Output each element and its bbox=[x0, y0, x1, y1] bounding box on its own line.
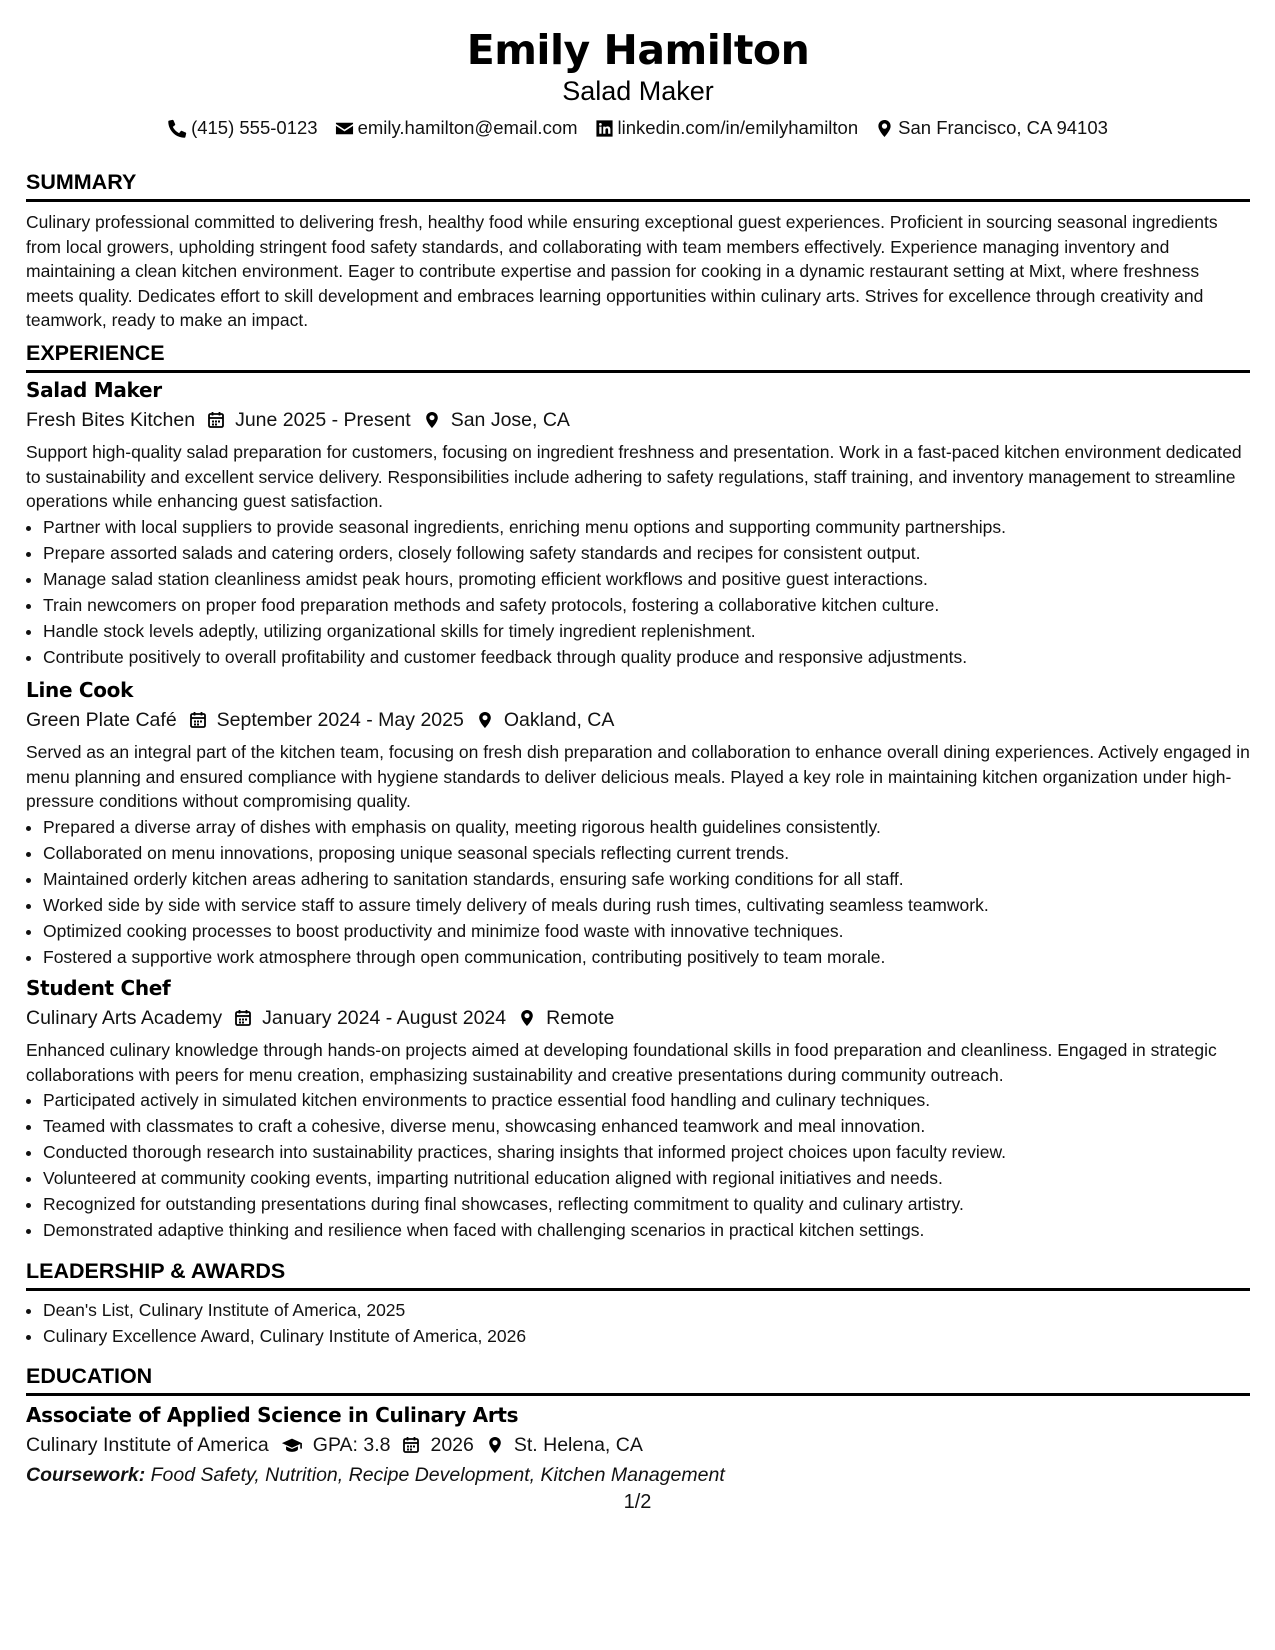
section-title-awards: LEADERSHIP & AWARDS bbox=[26, 1257, 1250, 1291]
education-location: St. Helena, CA bbox=[513, 1434, 643, 1456]
location-icon bbox=[423, 411, 441, 429]
job-description: Enhanced culinary knowledge through hands-on projects aimed at developing foundational skills in food preparation and cleanliness. Engaged in strategic collaborations with peers for menu creation, emphasizing sustainability and creative presentations during community outreach. bbox=[26, 1040, 1217, 1085]
page-number: 1/2 bbox=[623, 1491, 652, 1513]
job-meta bbox=[26, 1004, 1250, 1032]
calendar-icon bbox=[189, 711, 207, 729]
linkedin-icon bbox=[595, 119, 614, 138]
calendar-icon bbox=[207, 411, 225, 429]
job-dates: June 2025 - Present bbox=[235, 409, 411, 431]
contact-location bbox=[875, 115, 1108, 141]
list-item: • Teamed with classmates to craft a cohesive, diverse menu, showcasing enhanced teamwork and meal innovation. bbox=[43, 1113, 1250, 1139]
list-item: • Participated actively in simulated kitchen environments to practice essential food handling and culinary techniques. bbox=[43, 1087, 1250, 1113]
list-item: • Conducted thorough research into sustainability practices, sharing insights that informed project choices upon faculty review. bbox=[43, 1139, 1250, 1165]
contact-bar bbox=[26, 115, 1250, 141]
list-item: • Collaborated on menu innovations, proposing unique seasonal specials reflecting current trends. bbox=[43, 840, 1250, 866]
job-bullets bbox=[26, 514, 1250, 670]
job-company: Fresh Bites Kitchen bbox=[26, 409, 196, 431]
location-icon bbox=[875, 119, 894, 138]
section-title-experience: EXPERIENCE bbox=[26, 339, 1250, 373]
list-item: • Demonstrated adaptive thinking and resilience when faced with challenging scenarios in practical kitchen settings. bbox=[43, 1217, 1250, 1243]
degree-title: Associate of Applied Science in Culinary Arts bbox=[26, 1403, 519, 1427]
job-bullets bbox=[26, 814, 1250, 970]
job-title: Line Cook bbox=[26, 678, 134, 702]
list-item: • Culinary Excellence Award, Culinary Institute of America, 2026 bbox=[43, 1323, 1250, 1349]
summary-section bbox=[26, 168, 1250, 333]
contact-email[interactable] bbox=[335, 115, 578, 141]
resume-page bbox=[26, 0, 1250, 1486]
job-location: Oakland, CA bbox=[503, 709, 615, 731]
education-section bbox=[26, 1362, 1250, 1489]
phone-icon bbox=[168, 119, 187, 138]
list-item: • Partner with local suppliers to provide seasonal ingredients, enriching menu options and supporting community partnerships. bbox=[43, 514, 1250, 540]
job-location: Remote bbox=[546, 1007, 615, 1029]
list-item: • Volunteered at community cooking events, imparting nutritional education aligned with regional initiatives and needs. bbox=[43, 1165, 1250, 1191]
coursework-label: Coursework: bbox=[26, 1464, 146, 1486]
calendar-icon bbox=[234, 1009, 252, 1027]
list-item: • Recognized for outstanding presentations during final showcases, reflecting commitment to quality and culinary artistry. bbox=[43, 1191, 1250, 1217]
contact-phone-text: (415) 555-0123 bbox=[191, 117, 318, 138]
section-title-education: EDUCATION bbox=[26, 1362, 1250, 1396]
candidate-role: Salad Maker bbox=[562, 76, 714, 106]
contact-email-text: emily.hamilton@email.com bbox=[357, 117, 578, 138]
calendar-icon bbox=[402, 1436, 420, 1454]
summary-text: Culinary professional committed to delivering fresh, healthy food while ensuring exceptional guest experiences. Proficient in sourcing seasonal ingredients from local growers, upholding stringent food safety standards, and collaborating with team members effectively. Experience managing inventory and maintaining a clean kitchen environment. Eager to contribute expertise and passion for cooking in a dynamic restaurant setting at Mixt, where freshness meets quality. Dedicates effort to skill development and embraces learning opportunities within culinary arts. Strives for excellence through creativity and teamwork, ready to make an impact. bbox=[26, 212, 1218, 330]
awards-section bbox=[26, 1257, 1250, 1349]
section-title-summary: SUMMARY bbox=[26, 168, 1250, 202]
school-name: Culinary Institute of America bbox=[26, 1434, 269, 1456]
job-title: Salad Maker bbox=[26, 378, 162, 402]
list-item: • Worked side by side with service staff to assure timely delivery of meals during rush times, cultivating seamless teamwork. bbox=[43, 892, 1250, 918]
job-dates: January 2024 - August 2024 bbox=[262, 1007, 507, 1029]
job-entry bbox=[26, 376, 1250, 670]
job-location: San Jose, CA bbox=[450, 409, 570, 431]
job-dates: September 2024 - May 2025 bbox=[216, 709, 464, 731]
coursework-list: Food Safety, Nutrition, Recipe Development, Kitchen Management bbox=[150, 1464, 725, 1486]
graduation-cap-icon bbox=[281, 1436, 303, 1454]
list-item: • Optimized cooking processes to boost productivity and minimize food waste with innovative techniques. bbox=[43, 918, 1250, 944]
contact-linkedin-text: linkedin.com/in/emilyhamilton bbox=[617, 117, 859, 138]
job-company: Culinary Arts Academy bbox=[26, 1007, 223, 1029]
list-item: • Dean's List, Culinary Institute of America, 2025 bbox=[43, 1297, 1250, 1323]
candidate-name: Emily Hamilton bbox=[466, 26, 810, 74]
job-title: Student Chef bbox=[26, 976, 171, 1000]
job-bullets bbox=[26, 1087, 1250, 1243]
awards-list bbox=[26, 1297, 1250, 1349]
contact-phone[interactable] bbox=[168, 115, 318, 141]
list-item: • Handle stock levels adeptly, utilizing organizational skills for timely ingredient replenishment. bbox=[43, 618, 1250, 644]
location-icon bbox=[476, 711, 494, 729]
list-item: • Maintained orderly kitchen areas adhering to sanitation standards, ensuring safe working conditions for all staff. bbox=[43, 866, 1250, 892]
job-entry bbox=[26, 974, 1250, 1243]
coursework bbox=[26, 1461, 1250, 1489]
resume-header bbox=[26, 24, 1250, 141]
list-item: • Fostered a supportive work atmosphere through open communication, contributing positively to team morale. bbox=[43, 944, 1250, 970]
job-entry bbox=[26, 676, 1250, 970]
list-item: • Prepared a diverse array of dishes with emphasis on quality, meeting rigorous health guidelines consistently. bbox=[43, 814, 1250, 840]
list-item: • Train newcomers on proper food preparation methods and safety protocols, fostering a collaborative kitchen culture. bbox=[43, 592, 1250, 618]
list-item: • Prepare assorted salads and catering orders, closely following safety standards and recipes for consistent output. bbox=[43, 540, 1250, 566]
job-description: Support high-quality salad preparation for customers, focusing on ingredient freshness and presentation. Work in a fast-paced kitchen environment dedicated to sustainability and excellent service delivery. Responsibilities include adhering to safety regulations, staff training, and inventory management to streamline operations while enhancing guest satisfaction. bbox=[26, 442, 1242, 511]
contact-linkedin[interactable] bbox=[595, 115, 859, 141]
job-description: Served as an integral part of the kitchen team, focusing on fresh dish preparation and collaboration to enhance overall dining experiences. Actively engaged in menu planning and ensured compliance with hygiene standards to deliver delicious meals. Played a key role in maintaining kitchen organization under high-pressure conditions without compromising quality. bbox=[26, 742, 1250, 811]
job-meta bbox=[26, 406, 1250, 434]
list-item: • Manage salad station cleanliness amidst peak hours, promoting efficient workflows and positive guest interactions. bbox=[43, 566, 1250, 592]
location-icon bbox=[518, 1009, 536, 1027]
job-company: Green Plate Café bbox=[26, 709, 177, 731]
email-icon bbox=[335, 119, 354, 138]
gpa: GPA: 3.8 bbox=[312, 1434, 391, 1456]
job-meta bbox=[26, 706, 1250, 734]
experience-section bbox=[26, 339, 1250, 373]
location-icon bbox=[486, 1436, 504, 1454]
contact-location-text: San Francisco, CA 94103 bbox=[898, 117, 1108, 138]
list-item: • Contribute positively to overall profitability and customer feedback through quality produce and responsive adjustments. bbox=[43, 644, 1250, 670]
education-meta bbox=[26, 1431, 1250, 1459]
graduation-year: 2026 bbox=[430, 1434, 474, 1456]
